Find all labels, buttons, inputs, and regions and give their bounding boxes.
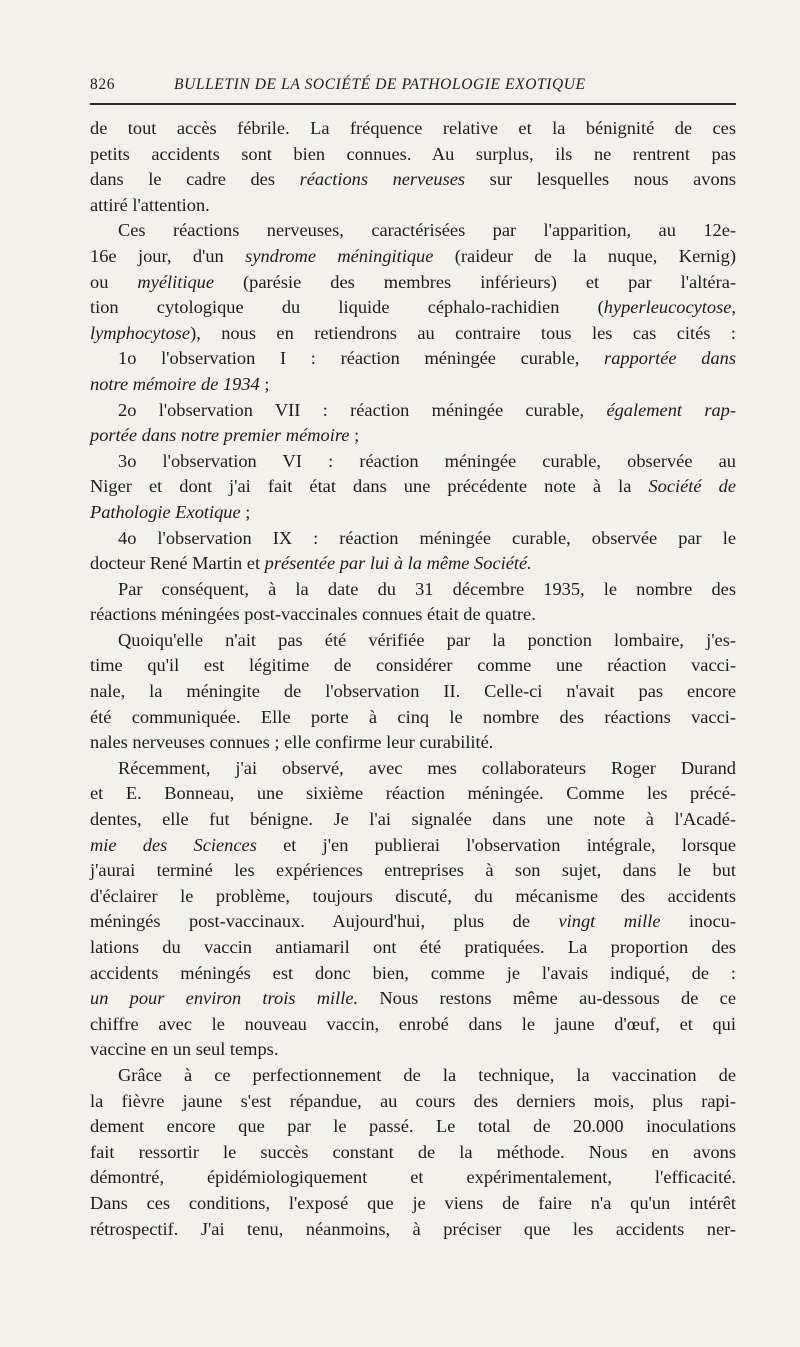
text-line: notre mémoire de 1934 ; [90, 373, 270, 394]
text-line: lymphocytose), nous en retiendrons au contraire tous les cas cités : [90, 322, 736, 343]
text-line: accidents méningés est donc bien, comme je l'avais indiqué, de : [90, 962, 736, 983]
text-line: et E. Bonneau, une sixième réaction méningée. Comme les précé- [90, 783, 736, 804]
text-line: 16e jour, d'un syndrome méningitique (raideur de la nuque, Kernig) [90, 245, 736, 266]
text-line: dement encore que par le passé. Le total de 20.000 inoculations [90, 1116, 736, 1137]
text-line: 2o l'observation VII : réaction méningée curable, également rap- [118, 399, 736, 420]
header-rule [90, 103, 736, 105]
text-line: docteur René Martin et présentée par lui à la même Société. [90, 553, 532, 574]
text-line: Ces réactions nerveuses, caractérisées par l'apparition, au 12e- [118, 220, 736, 241]
text-line: time qu'il est légitime de considérer comme une réaction vacci- [90, 655, 736, 676]
text-line: 3o l'observation VI : réaction méningée curable, observée au [118, 450, 736, 471]
text-line: chiffre avec le nouveau vaccin, enrobé dans le jaune d'œuf, et qui [90, 1013, 736, 1034]
text-line: j'aurai terminé les expériences entreprises à son sujet, dans le but [90, 860, 736, 881]
text-line: mie des Sciences et j'en publierai l'observation intégrale, lorsque [90, 834, 736, 855]
text-line: vaccine en un seul temps. [90, 1039, 279, 1060]
text-line: de tout accès fébrile. La fréquence relative et la bénignité de ces [90, 118, 736, 138]
text-line: d'éclairer le problème, toujours discuté, du mécanisme des accidents [90, 885, 736, 906]
text-line: nales nerveuses connues ; elle confirme leur curabilité. [90, 732, 494, 753]
text-line: lations du vaccin antiamaril ont été pratiquées. La proportion des [90, 937, 736, 957]
page-number: 826 [90, 76, 116, 93]
text-line: attiré l'attention. [90, 194, 210, 215]
running-title: BULLETIN DE LA SOCIÉTÉ DE PATHOLOGIE EXOTIQUE [174, 76, 586, 93]
text-line: Récemment, j'ai observé, avec mes collaborateurs Roger Durand [118, 757, 736, 778]
text-line: rétrospectif. J'ai tenu, néanmoins, à préciser que les accidents ner- [90, 1218, 736, 1239]
text-line: tion cytologique du liquide céphalo-rachidien (hyperleucocytose, [90, 297, 736, 318]
text-line: Pathologie Exotique ; [90, 501, 251, 522]
text-line: démontré, épidémiologiquement et expérimentalement, l'efficacité. [90, 1167, 736, 1188]
text-line: dentes, elle fut bénigne. Je l'ai signalée dans une note à l'Acadé- [90, 809, 736, 830]
text-line: nale, la méningite de l'observation II. Celle-ci n'avait pas encore [90, 681, 736, 702]
text-line: portée dans notre premier mémoire ; [90, 425, 360, 446]
page-header [90, 76, 738, 100]
text-line: méningés post-vaccinaux. Aujourd'hui, plus de vingt mille inocu- [90, 911, 736, 932]
text-line: 1o l'observation I : réaction méningée curable, rapportée dans [118, 348, 737, 369]
text-line: Niger et dont j'ai fait état dans une précédente note à la Société de [90, 476, 736, 497]
text-line: réactions méningées post-vaccinales connues était de quatre. [90, 604, 536, 625]
text-line: Quoiqu'elle n'ait pas été vérifiée par la ponction lombaire, j'es- [118, 629, 736, 650]
text-line: petits accidents sont bien connues. Au surplus, ils ne rentrent pas [90, 143, 736, 164]
text-line: dans le cadre des réactions nerveuses sur lesquelles nous avons [90, 169, 736, 190]
text-line: 4o l'observation IX : réaction méningée curable, observée par le [118, 527, 736, 548]
text-line: Dans ces conditions, l'exposé que je viens de faire n'a qu'un intérêt [90, 1192, 736, 1213]
text-line: été communiquée. Elle porte à cinq le nombre des réactions vacci- [90, 706, 736, 727]
text-line: fait ressortir le succès constant de la méthode. Nous en avons [90, 1141, 736, 1162]
text-line: la fièvre jaune s'est répandue, au cours des derniers mois, plus rapi- [90, 1090, 736, 1111]
text-line: Grâce à ce perfectionnement de la technique, la vaccination de [118, 1064, 736, 1085]
text-line: ou myélitique (parésie des membres inférieurs) et par l'altéra- [90, 271, 737, 292]
text-line: un pour environ trois mille. Nous restons même au-dessous de ce [90, 988, 736, 1009]
text-line: Par conséquent, à la date du 31 décembre 1935, le nombre des [118, 578, 736, 599]
body-text [90, 116, 736, 1242]
